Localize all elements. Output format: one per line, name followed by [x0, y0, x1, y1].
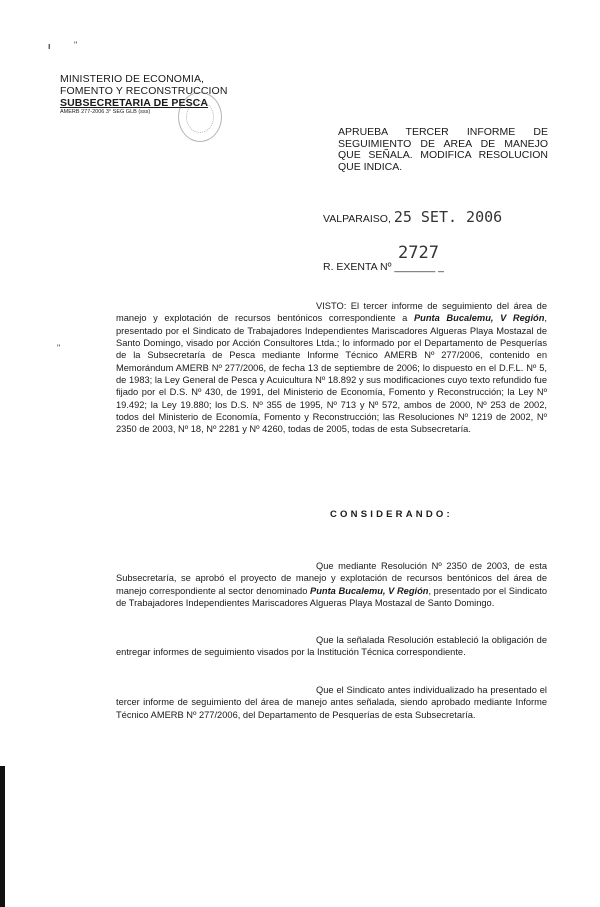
official-seal	[178, 92, 222, 142]
approval-summary: APRUEBA TERCER INFORME DE SEGUIMIENTO DE AREA DE MANEJO QUE SEÑALA. MODIFICA RESOLUCION QUE INDICA.	[338, 126, 548, 173]
margin-mark: "	[74, 40, 78, 50]
visto-paragraph: VISTO: El tercer informe de seguimiento del área de manejo y explotación de recursos bentónicos correspondiente a Punta Bucalemu, V Región, presentado por el Sindicato de Trabajadores Independientes Mariscadores Algueras Playa Mostazal de Santo Domingo, visado por Acción Consultores Ltda.; lo informado por el Departamento de Pesquerías de la Subsecretaría de Pesca mediante Informe Técnico AMERB Nº 277/2006, contenido en Memorándum AMERB Nº 277/2006, de fecha 13 de septiembre de 2006; lo dispuesto en el D.F.L. Nº 5, de 1983; la Ley General de Pesca y Acuicultura Nº 18.892 y sus modificaciones cuyo texto refundido fue fijado por el D.S. Nº 430, de 1991, del Ministerio de Economía, Fomento y Reconstrucción; la Ley Nº 19.492; la Ley 19.880; los D.S. Nº 355 de 1995, Nº 713 y Nº 572, ambos de 2000, Nº 253 de 2002, todos del Ministerio de Economía, Fomento y Reconstrucción; las Resoluciones Nº 1219 de 2002, Nº 2350 de 2003, Nº 18, Nº 2281 y Nº 4260, todas de 2005, todas de esta Subsecretaría.	[116, 301, 548, 435]
site-name: Punta Bucalemu, V Región	[310, 585, 429, 596]
resolution-label: R. EXENTA Nº	[323, 261, 392, 273]
consideration-3: Que el Sindicato antes individualizado ha presentado el tercer informe de seguimiento del área de manejo antes señalada, siendo aprobado mediante Informe Técnico AMERB Nº 277/2006, del Departamento de Pesquerías de esta Subsecretaría.	[116, 685, 547, 720]
ministry-name: MINISTERIO DE ECONOMIA,	[60, 73, 205, 85]
handwritten-date: 25 SET. 2006	[393, 208, 503, 226]
margin-mark: "	[57, 343, 61, 353]
ministry-name-2: FOMENTO Y RECONSTRUCCION	[60, 85, 228, 97]
consideration-1: Que mediante Resolución Nº 2350 de 2003, de esta Subsecretaría, se aprobó el proyecto de manejo y explotación de recursos bentónicos del área de manejo correspondiente al sector denominado Punta Bucalemu, V Región, presentado por el Sindicato de Trabajadores Independientes Mariscadores Algueras Playa Mostazal de Santo Domingo.	[116, 561, 547, 609]
city-label: VALPARAISO,	[323, 213, 391, 225]
resolution-blank: _______ _	[394, 261, 444, 273]
considerando-heading: CONSIDERANDO:	[330, 509, 453, 520]
subsecretaria-name: SUBSECRETARIA DE PESCA	[60, 97, 209, 109]
resolution-number: 2727	[398, 243, 439, 263]
reference-code: AMERB 277-2006 3° SEG GLB (sss)	[60, 109, 151, 115]
margin-mark: ı	[48, 41, 51, 51]
resolution-line	[323, 261, 444, 273]
consideration-2: Que la señalada Resolución estableció la obligación de entregar informes de seguimiento visados por la Institución Técnica correspondiente.	[116, 635, 547, 658]
place-date	[323, 208, 502, 226]
site-name: Punta Bucalemu, V Región	[413, 313, 545, 324]
visto-lead: VISTO:	[316, 301, 347, 311]
scan-edge	[0, 766, 5, 907]
